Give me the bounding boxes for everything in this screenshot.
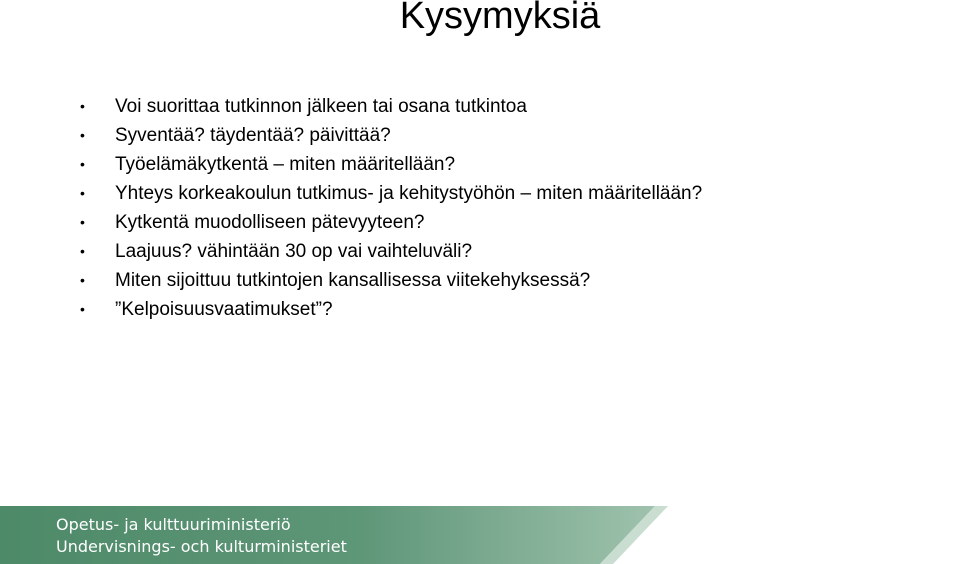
bullet-icon: • bbox=[80, 301, 85, 317]
list-item bbox=[80, 237, 702, 266]
bullet-icon: • bbox=[80, 214, 85, 230]
list-item-text: Miten sijoittuu tutkintojen kansallisessa viitekehyksessä? bbox=[115, 270, 591, 291]
ministry-name-swedish: Undervisnings- och kulturministeriet bbox=[56, 537, 347, 556]
list-item-text: ”Kelpoisuusvaatimukset”? bbox=[115, 299, 333, 320]
bullet-list bbox=[80, 92, 702, 324]
list-item bbox=[80, 266, 702, 295]
ministry-name-finnish: Opetus- ja kulttuuriministeriö bbox=[56, 515, 291, 534]
ministry-footer bbox=[0, 506, 960, 564]
bullet-icon: • bbox=[80, 127, 85, 143]
list-item bbox=[80, 150, 702, 179]
bullet-icon: • bbox=[80, 243, 85, 259]
list-item-text: Syventää? täydentää? päivittää? bbox=[115, 125, 391, 146]
list-item bbox=[80, 121, 702, 150]
list-item bbox=[80, 92, 702, 121]
bullet-icon: • bbox=[80, 185, 85, 201]
list-item bbox=[80, 295, 702, 324]
list-item-text: Laajuus? vähintään 30 op vai vaihteluväli? bbox=[115, 241, 473, 262]
list-item-text: Työelämäkytkentä – miten määritellään? bbox=[115, 154, 456, 175]
bullet-icon: • bbox=[80, 156, 85, 172]
list-item-text: Kytkentä muodolliseen pätevyyteen? bbox=[115, 212, 425, 233]
bullet-icon: • bbox=[80, 272, 85, 288]
list-item-text: Yhteys korkeakoulun tutkimus- ja kehitystyöhön – miten määritellään? bbox=[115, 183, 703, 204]
list-item-text: Voi suorittaa tutkinnon jälkeen tai osana tutkintoa bbox=[115, 96, 527, 117]
ministry-name bbox=[56, 514, 347, 558]
list-item bbox=[80, 179, 702, 208]
list-item bbox=[80, 208, 702, 237]
slide-title: Kysymyksiä bbox=[399, 0, 601, 37]
bullet-icon: • bbox=[80, 98, 85, 114]
